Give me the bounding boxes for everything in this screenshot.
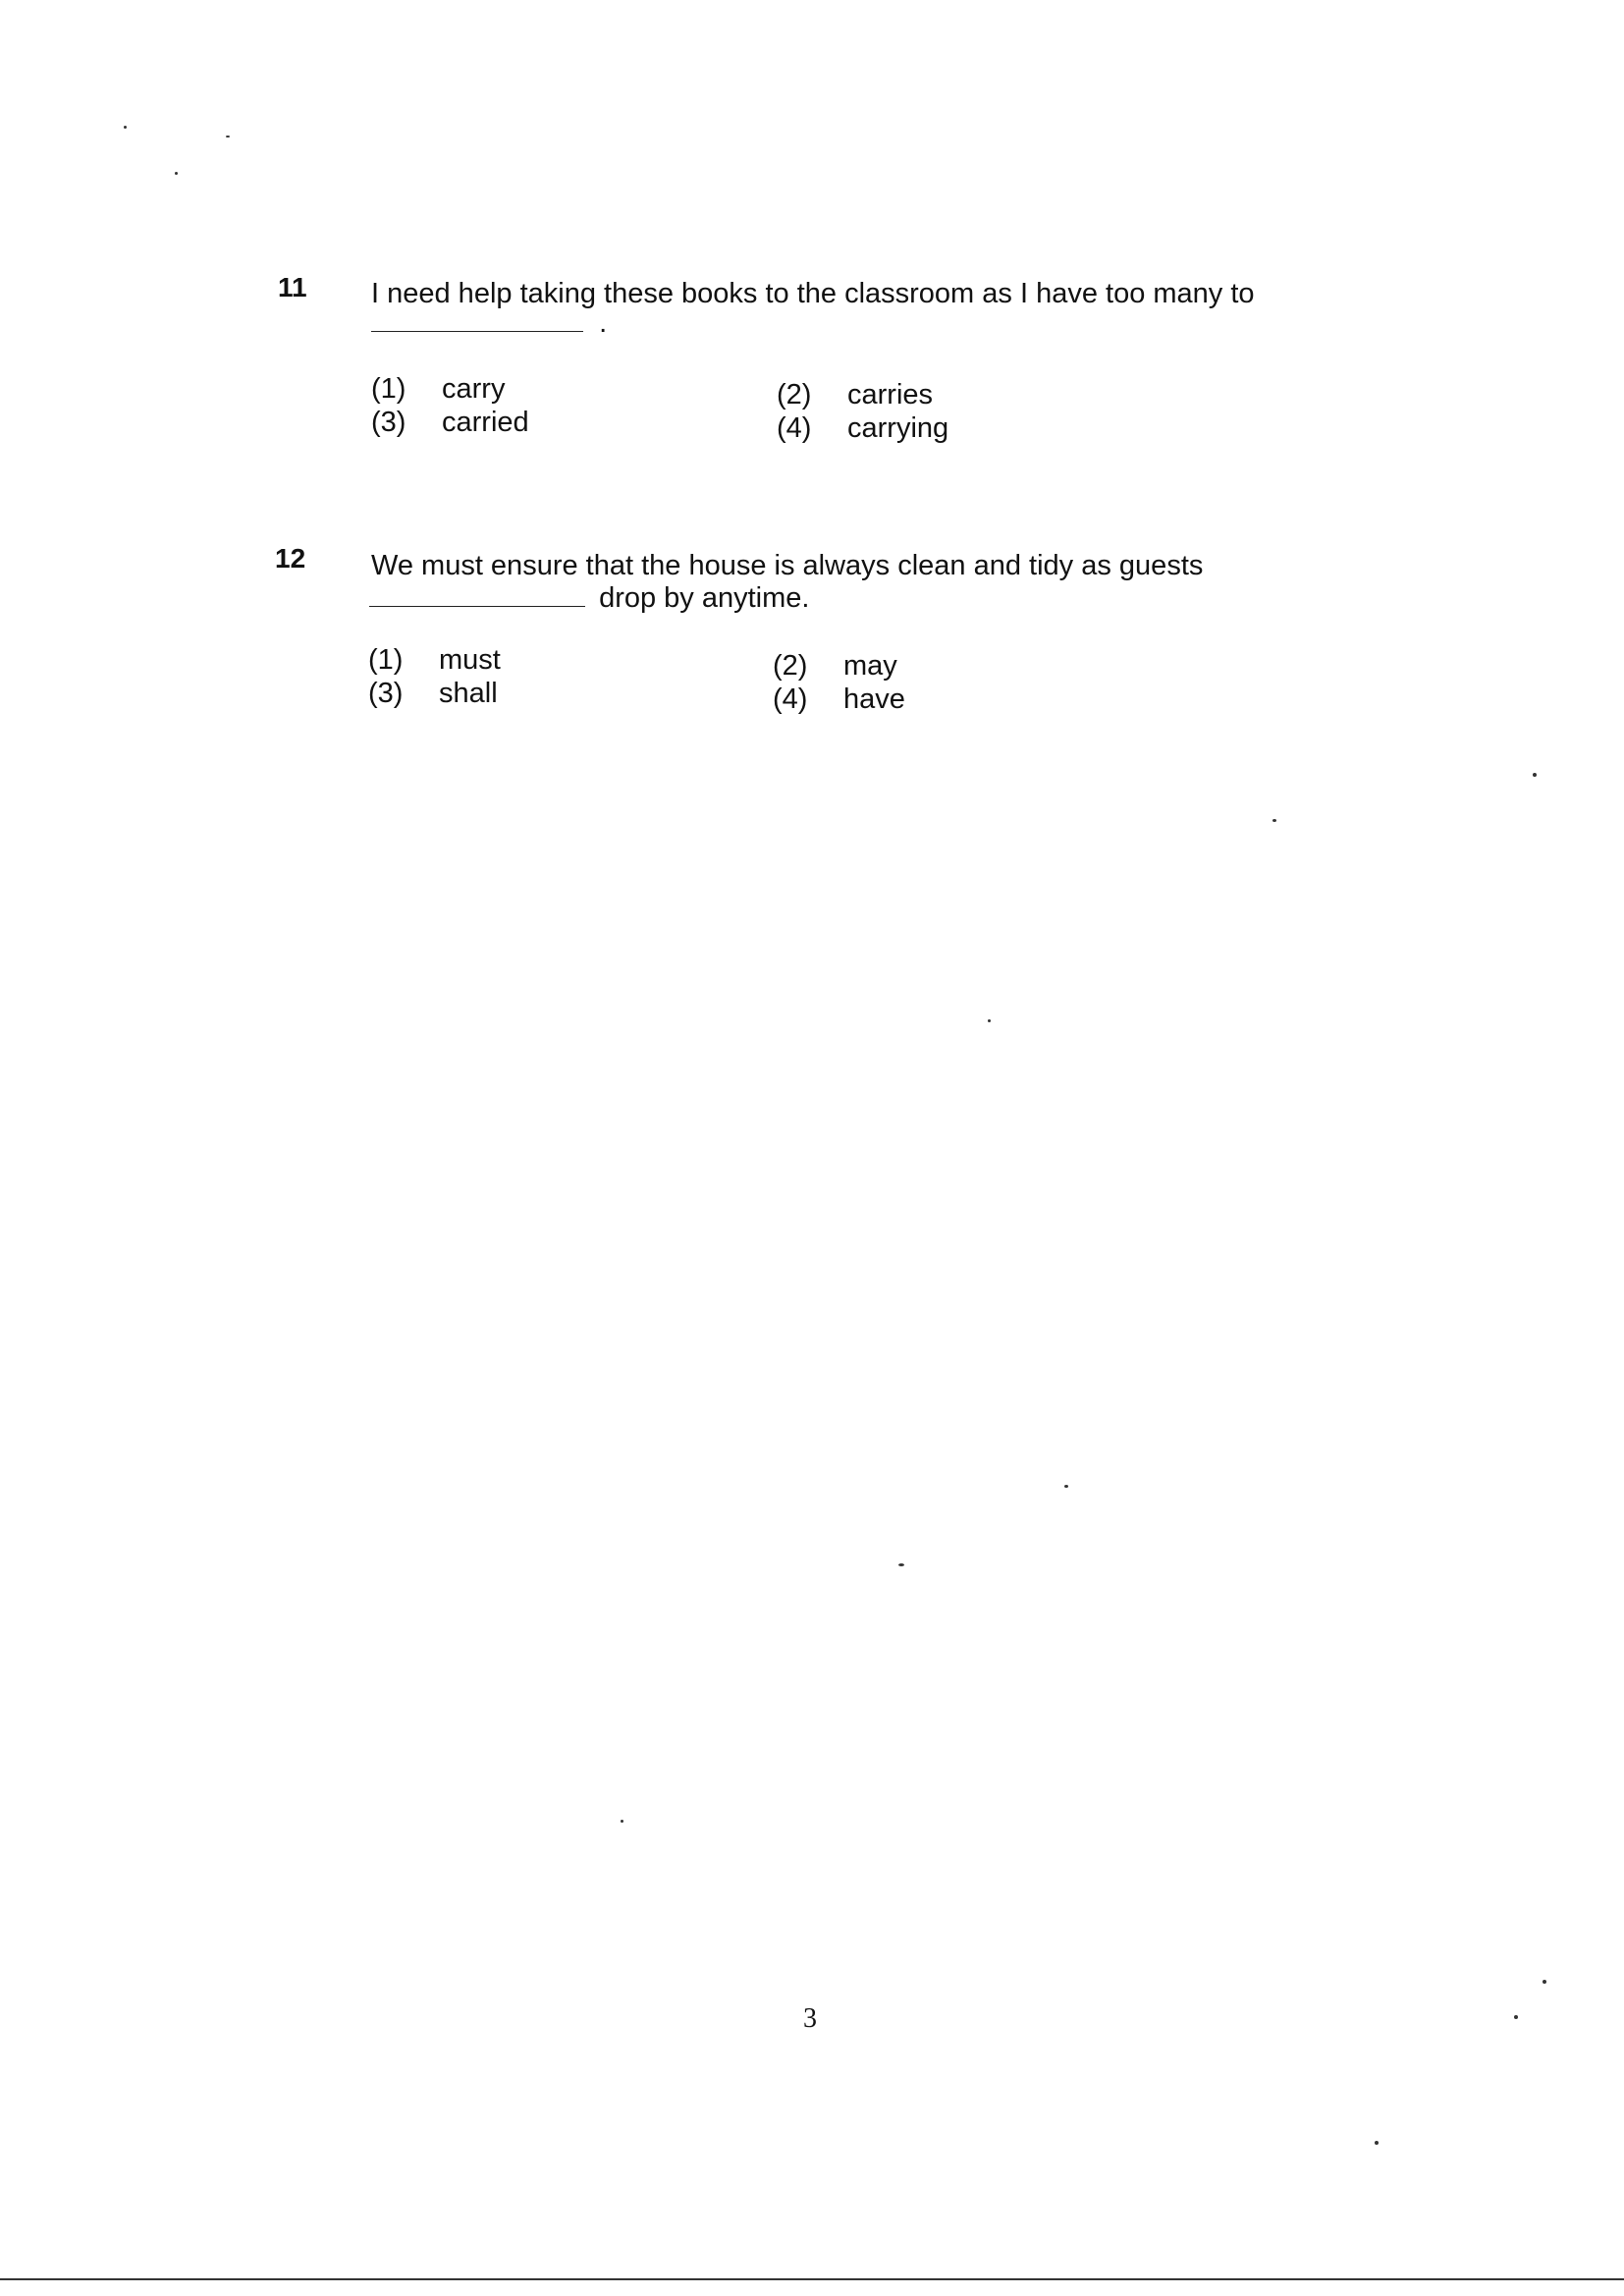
scan-speck bbox=[1272, 819, 1276, 822]
option-label: (1) bbox=[368, 644, 404, 676]
option-text: carry bbox=[442, 373, 506, 405]
option-text: shall bbox=[439, 678, 498, 709]
option-text: carried bbox=[442, 407, 529, 438]
option-label: (2) bbox=[777, 379, 812, 410]
option-label: (2) bbox=[773, 650, 808, 682]
option-text: carrying bbox=[847, 412, 949, 444]
option-3[interactable] bbox=[368, 678, 498, 709]
scan-speck bbox=[898, 1563, 904, 1566]
option-text: have bbox=[843, 683, 905, 715]
option-1[interactable] bbox=[371, 373, 505, 405]
question-stem-line-1: We must ensure that the house is always clean and tidy as guests bbox=[371, 550, 1204, 581]
scan-speck bbox=[1064, 1485, 1068, 1488]
option-text: carries bbox=[847, 379, 934, 410]
option-4[interactable] bbox=[777, 412, 948, 444]
option-label: (4) bbox=[773, 683, 808, 715]
question-stem-line-2 bbox=[369, 582, 809, 614]
scan-speck bbox=[988, 1019, 991, 1022]
question-stem-line-1: I need help taking these books to the classroom as I have too many to bbox=[371, 278, 1255, 309]
scan-speck bbox=[1543, 1980, 1546, 1984]
question-stem-line-2 bbox=[371, 307, 607, 339]
option-label: (3) bbox=[371, 407, 406, 438]
option-text: may bbox=[843, 650, 897, 682]
question-number: 11 bbox=[278, 272, 307, 302]
answer-blank bbox=[369, 606, 585, 607]
option-1[interactable] bbox=[368, 644, 501, 676]
page-number: 3 bbox=[803, 2003, 817, 2034]
option-3[interactable] bbox=[371, 407, 529, 438]
answer-blank bbox=[371, 331, 583, 332]
scan-speck bbox=[175, 172, 178, 175]
option-label: (1) bbox=[371, 373, 406, 405]
option-label: (3) bbox=[368, 678, 404, 709]
stem-suffix: drop by anytime. bbox=[599, 582, 810, 614]
stem-suffix: . bbox=[599, 307, 608, 339]
scan-speck bbox=[1533, 773, 1537, 777]
option-2[interactable] bbox=[777, 379, 933, 410]
option-2[interactable] bbox=[773, 650, 897, 682]
scan-speck bbox=[1514, 2015, 1518, 2019]
option-label: (4) bbox=[777, 412, 812, 444]
scan-speck bbox=[226, 136, 230, 137]
option-4[interactable] bbox=[773, 683, 905, 715]
scan-speck bbox=[621, 1820, 623, 1823]
question-number: 12 bbox=[275, 543, 306, 574]
option-text: must bbox=[439, 644, 501, 676]
bottom-rule bbox=[0, 2278, 1624, 2280]
scan-speck bbox=[124, 126, 127, 129]
scan-speck bbox=[1375, 2141, 1379, 2145]
